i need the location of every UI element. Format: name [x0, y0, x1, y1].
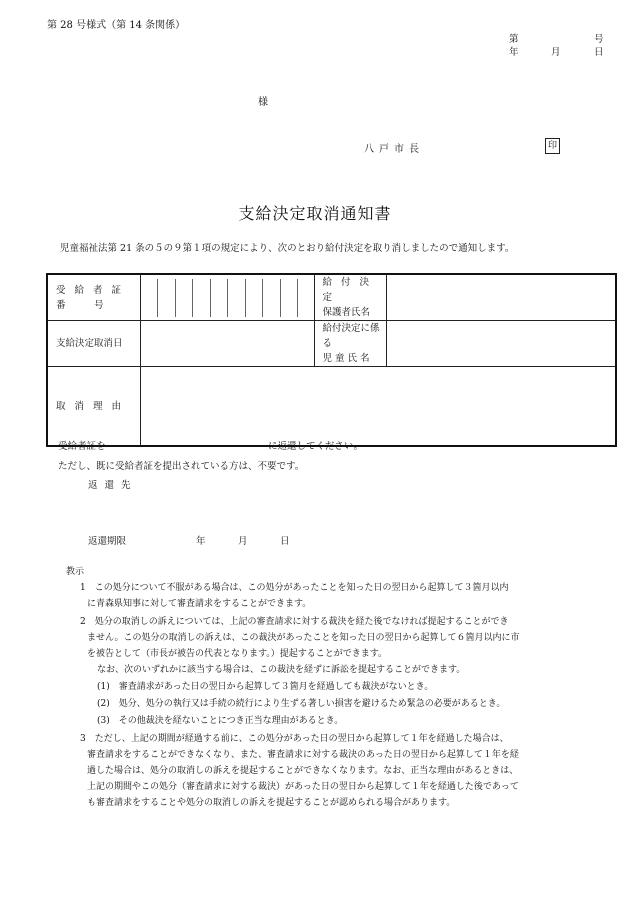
notice-p3-line5: も審査請求をすることや処分の取消しの訴えを提起することが認められる場合があります。 — [87, 798, 456, 808]
child-name-label: 給付決定に係る 児 童 氏 名 — [314, 321, 386, 367]
cancel-reason-label: 取消理由 — [47, 367, 140, 447]
document-title: 支給決定取消通知書 — [238, 204, 392, 223]
seal-stamp: 印 — [545, 138, 560, 154]
notice-p1-line1: 1 この処分について不服がある場合は、この処分があったことを知った日の翌日から起算して３箇月以内 — [80, 583, 509, 593]
cancel-reason-field[interactable] — [140, 367, 616, 447]
deadline-year-label: 年 — [196, 536, 206, 547]
date-month-label: 月 — [551, 47, 561, 58]
return-exemption-note: ただし、既に受給者証を提出されている方は、不要です。 — [58, 461, 305, 472]
notice-p2-line4: なお、次のいずれかに該当する場合は、この裁決を経ずに訴訟を提起することができます。 — [97, 665, 466, 675]
notice-p3-line3: 過した場合は、処分の取消しの訴えを提起することができなくなります。なお、正当な理由があるときは、 — [87, 766, 519, 776]
notice-item-1: (1) 審査請求があった日の翌日から起算して３箇月を経過しても裁決がないとき。 — [97, 682, 434, 692]
child-name-field[interactable] — [386, 321, 616, 367]
recipient-cert-label: 受 給 者 証 番 号 — [47, 274, 140, 321]
return-instruction-a: 受給者証を — [58, 441, 106, 452]
cancel-date-field[interactable] — [140, 321, 314, 367]
notice-p2-line1: 2 処分の取消しの訴えについては、上記の審査請求に対する裁決を経た後でなければ提起することができ — [80, 617, 509, 627]
date-year-label: 年 — [509, 47, 519, 58]
return-destination-label: 返 還 先 — [88, 480, 133, 491]
notice-item-2: (2) 処分、処分の執行又は手続の続行により生ずる著しい損害を避けるため緊急の必要があるとき。 — [97, 699, 506, 709]
notice-p2-line2: ません。この処分の取消しの訴えは、この裁決があったことを知った日の翌日から起算して６箇月以内に市 — [87, 633, 520, 643]
notice-p3-line4: 上記の期間やこの処分（審査請求に対する裁決）があった日の翌日から起算して１年を経過した後であって — [87, 782, 519, 792]
deadline-month-label: 月 — [238, 536, 248, 547]
form-number: 第 28 号様式（第 14 条関係） — [47, 20, 186, 31]
guardian-name-field[interactable] — [386, 274, 616, 321]
notice-p3-line1: 3 ただし、上記の期間が経過する前に、この処分があった日の翌日から起算して１年を経過した場合は、 — [80, 734, 509, 744]
notice-heading: 教示 — [66, 567, 85, 577]
notice-p2-line3: を被告として（市長が被告の代表となります。）提起することができます。 — [87, 649, 388, 659]
recipient-cert-number-field[interactable] — [140, 274, 314, 321]
deadline-day-label: 日 — [280, 536, 290, 547]
addressee-honorific: 様 — [258, 97, 268, 108]
notice-p1-line2: に青森県知事に対して審査請求をすることができます。 — [87, 599, 312, 609]
return-instruction-b: に返還してください。 — [268, 441, 364, 452]
cancel-date-label: 支給決定取消日 — [47, 321, 140, 367]
return-deadline-label: 返還期限 — [88, 536, 127, 547]
info-table — [46, 273, 617, 447]
number-prefix: 第 — [509, 34, 519, 45]
guardian-label: 給 付 決 定 保護者氏名 — [314, 274, 386, 321]
issuer-name: 八戸市長 — [364, 144, 424, 155]
date-day-label: 日 — [594, 47, 604, 58]
notice-item-3: (3) その他裁決を経ないことにつき正当な理由があるとき。 — [97, 716, 344, 726]
intro-text: 児童福祉法第 21 条の５の９第１項の規定により、次のとおり給付決定を取り消しましたので通知します。 — [60, 243, 515, 254]
number-suffix: 号 — [594, 34, 604, 45]
notice-p3-line2: 審査請求をすることができなくなり、また、審査請求に対する裁決のあった日の翌日から起算して１年を経 — [87, 750, 519, 760]
